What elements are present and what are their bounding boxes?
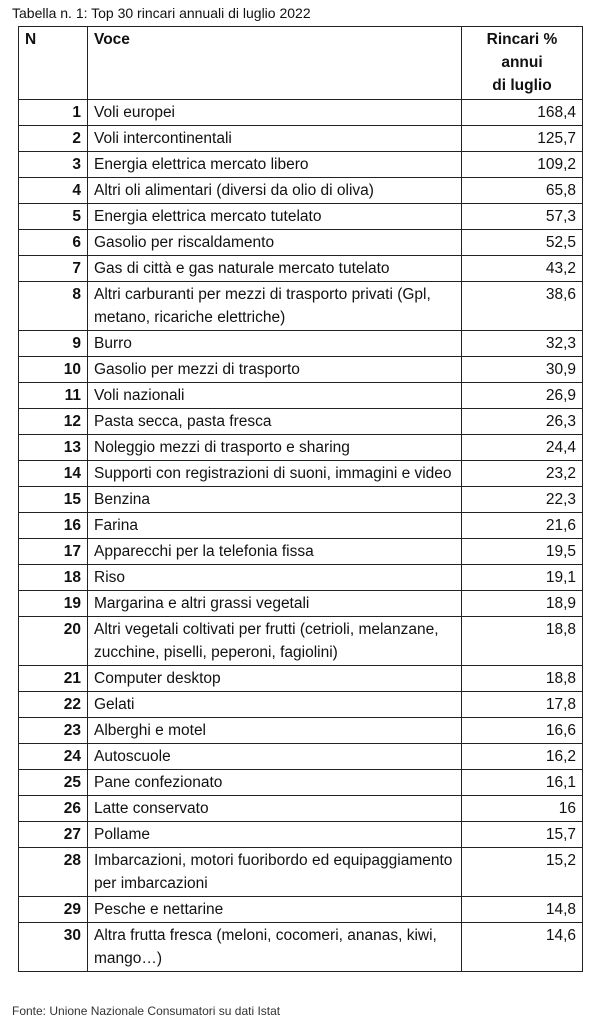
- table-body: [19, 100, 583, 972]
- voce-cell: Pasta secca, pasta fresca: [88, 409, 462, 435]
- rincaro-cell: 24,4: [462, 435, 583, 461]
- voce-cell: Gelati: [88, 692, 462, 718]
- voce-cell: Gasolio per riscaldamento: [88, 230, 462, 256]
- table-row: [19, 100, 583, 126]
- row-number-cell: 7: [19, 256, 88, 282]
- rincari-table: [18, 26, 583, 972]
- table-row: [19, 565, 583, 591]
- table-row: [19, 822, 583, 848]
- row-number-cell: 29: [19, 897, 88, 923]
- rincaro-cell: 16,6: [462, 718, 583, 744]
- rincaro-cell: 23,2: [462, 461, 583, 487]
- rincaro-cell: 18,9: [462, 591, 583, 617]
- voce-cell: Pane confezionato: [88, 770, 462, 796]
- row-number-cell: 21: [19, 666, 88, 692]
- table-row: [19, 256, 583, 282]
- row-number-cell: 19: [19, 591, 88, 617]
- voce-cell: Pollame: [88, 822, 462, 848]
- voce-cell: Autoscuole: [88, 744, 462, 770]
- table-row: [19, 178, 583, 204]
- row-number-cell: 23: [19, 718, 88, 744]
- table-row: [19, 539, 583, 565]
- row-number-cell: 8: [19, 282, 88, 331]
- table-row: [19, 897, 583, 923]
- row-number-cell: 14: [19, 461, 88, 487]
- source-footnote: Fonte: Unione Nazionale Consumatori su dati Istat: [12, 1004, 281, 1018]
- voce-cell: Gas di città e gas naturale mercato tutelato: [88, 256, 462, 282]
- table-row: [19, 435, 583, 461]
- rincaro-cell: 15,2: [462, 848, 583, 897]
- rincaro-cell: 21,6: [462, 513, 583, 539]
- table-row: [19, 848, 583, 897]
- rincaro-cell: 57,3: [462, 204, 583, 230]
- voce-cell: Benzina: [88, 487, 462, 513]
- table-row: [19, 770, 583, 796]
- header-rincari-line1: Rincari %: [486, 31, 558, 48]
- header-rincari: [462, 27, 583, 100]
- voce-cell: Apparecchi per la telefonia fissa: [88, 539, 462, 565]
- rincaro-cell: 65,8: [462, 178, 583, 204]
- header-rincari-line3: di luglio: [492, 77, 552, 94]
- table-row: [19, 718, 583, 744]
- table-row: [19, 409, 583, 435]
- rincaro-cell: 30,9: [462, 357, 583, 383]
- rincaro-cell: 52,5: [462, 230, 583, 256]
- table-row: [19, 744, 583, 770]
- voce-cell: Altri carburanti per mezzi di trasporto privati (Gpl, metano, ricariche elettriche): [88, 282, 462, 331]
- table-row: [19, 204, 583, 230]
- row-number-cell: 24: [19, 744, 88, 770]
- row-number-cell: 28: [19, 848, 88, 897]
- rincaro-cell: 125,7: [462, 126, 583, 152]
- row-number-cell: 18: [19, 565, 88, 591]
- row-number-cell: 15: [19, 487, 88, 513]
- row-number-cell: 1: [19, 100, 88, 126]
- table-row: [19, 666, 583, 692]
- table-row: [19, 461, 583, 487]
- voce-cell: Supporti con registrazioni di suoni, immagini e video: [88, 461, 462, 487]
- rincaro-cell: 26,9: [462, 383, 583, 409]
- table-header-row: [19, 27, 583, 100]
- row-number-cell: 3: [19, 152, 88, 178]
- row-number-cell: 4: [19, 178, 88, 204]
- row-number-cell: 26: [19, 796, 88, 822]
- rincaro-cell: 26,3: [462, 409, 583, 435]
- rincaro-cell: 22,3: [462, 487, 583, 513]
- rincaro-cell: 16,2: [462, 744, 583, 770]
- table-row: [19, 282, 583, 331]
- voce-cell: Computer desktop: [88, 666, 462, 692]
- voce-cell: Voli nazionali: [88, 383, 462, 409]
- row-number-cell: 2: [19, 126, 88, 152]
- voce-cell: Altra frutta fresca (meloni, cocomeri, ananas, kiwi, mango…): [88, 923, 462, 972]
- table-row: [19, 152, 583, 178]
- rincaro-cell: 19,5: [462, 539, 583, 565]
- table-row: [19, 230, 583, 256]
- table-row: [19, 513, 583, 539]
- table-row: [19, 923, 583, 972]
- rincaro-cell: 16,1: [462, 770, 583, 796]
- row-number-cell: 13: [19, 435, 88, 461]
- voce-cell: Farina: [88, 513, 462, 539]
- row-number-cell: 25: [19, 770, 88, 796]
- table-row: [19, 591, 583, 617]
- rincaro-cell: 168,4: [462, 100, 583, 126]
- table-caption: Tabella n. 1: Top 30 rincari annuali di luglio 2022: [12, 5, 311, 21]
- row-number-cell: 20: [19, 617, 88, 666]
- table-row: [19, 357, 583, 383]
- rincaro-cell: 16: [462, 796, 583, 822]
- table-row: [19, 796, 583, 822]
- rincaro-cell: 38,6: [462, 282, 583, 331]
- voce-cell: Riso: [88, 565, 462, 591]
- rincaro-cell: 18,8: [462, 666, 583, 692]
- voce-cell: Voli intercontinentali: [88, 126, 462, 152]
- voce-cell: Burro: [88, 331, 462, 357]
- row-number-cell: 17: [19, 539, 88, 565]
- row-number-cell: 12: [19, 409, 88, 435]
- table-row: [19, 617, 583, 666]
- header-rincari-line2: annui: [501, 54, 543, 71]
- voce-cell: Energia elettrica mercato libero: [88, 152, 462, 178]
- row-number-cell: 16: [19, 513, 88, 539]
- rincaro-cell: 109,2: [462, 152, 583, 178]
- row-number-cell: 6: [19, 230, 88, 256]
- voce-cell: Margarina e altri grassi vegetali: [88, 591, 462, 617]
- voce-cell: Latte conservato: [88, 796, 462, 822]
- voce-cell: Alberghi e motel: [88, 718, 462, 744]
- voce-cell: Gasolio per mezzi di trasporto: [88, 357, 462, 383]
- voce-cell: Altri vegetali coltivati per frutti (cetrioli, melanzane, zucchine, piselli, peperoni, fagiolini): [88, 617, 462, 666]
- rincaro-cell: 15,7: [462, 822, 583, 848]
- voce-cell: Voli europei: [88, 100, 462, 126]
- row-number-cell: 27: [19, 822, 88, 848]
- rincaro-cell: 19,1: [462, 565, 583, 591]
- rincaro-cell: 32,3: [462, 331, 583, 357]
- voce-cell: Energia elettrica mercato tutelato: [88, 204, 462, 230]
- voce-cell: Altri oli alimentari (diversi da olio di oliva): [88, 178, 462, 204]
- rincaro-cell: 18,8: [462, 617, 583, 666]
- table-row: [19, 331, 583, 357]
- header-voce: Voce: [88, 27, 462, 100]
- row-number-cell: 22: [19, 692, 88, 718]
- voce-cell: Pesche e nettarine: [88, 897, 462, 923]
- rincaro-cell: 17,8: [462, 692, 583, 718]
- rincaro-cell: 14,8: [462, 897, 583, 923]
- table-row: [19, 383, 583, 409]
- rincaro-cell: 14,6: [462, 923, 583, 972]
- voce-cell: Noleggio mezzi di trasporto e sharing: [88, 435, 462, 461]
- table-row: [19, 487, 583, 513]
- table-row: [19, 126, 583, 152]
- row-number-cell: 9: [19, 331, 88, 357]
- header-n: N: [19, 27, 88, 100]
- table-row: [19, 692, 583, 718]
- rincaro-cell: 43,2: [462, 256, 583, 282]
- row-number-cell: 30: [19, 923, 88, 972]
- row-number-cell: 5: [19, 204, 88, 230]
- row-number-cell: 11: [19, 383, 88, 409]
- voce-cell: Imbarcazioni, motori fuoribordo ed equipaggiamento per imbarcazioni: [88, 848, 462, 897]
- row-number-cell: 10: [19, 357, 88, 383]
